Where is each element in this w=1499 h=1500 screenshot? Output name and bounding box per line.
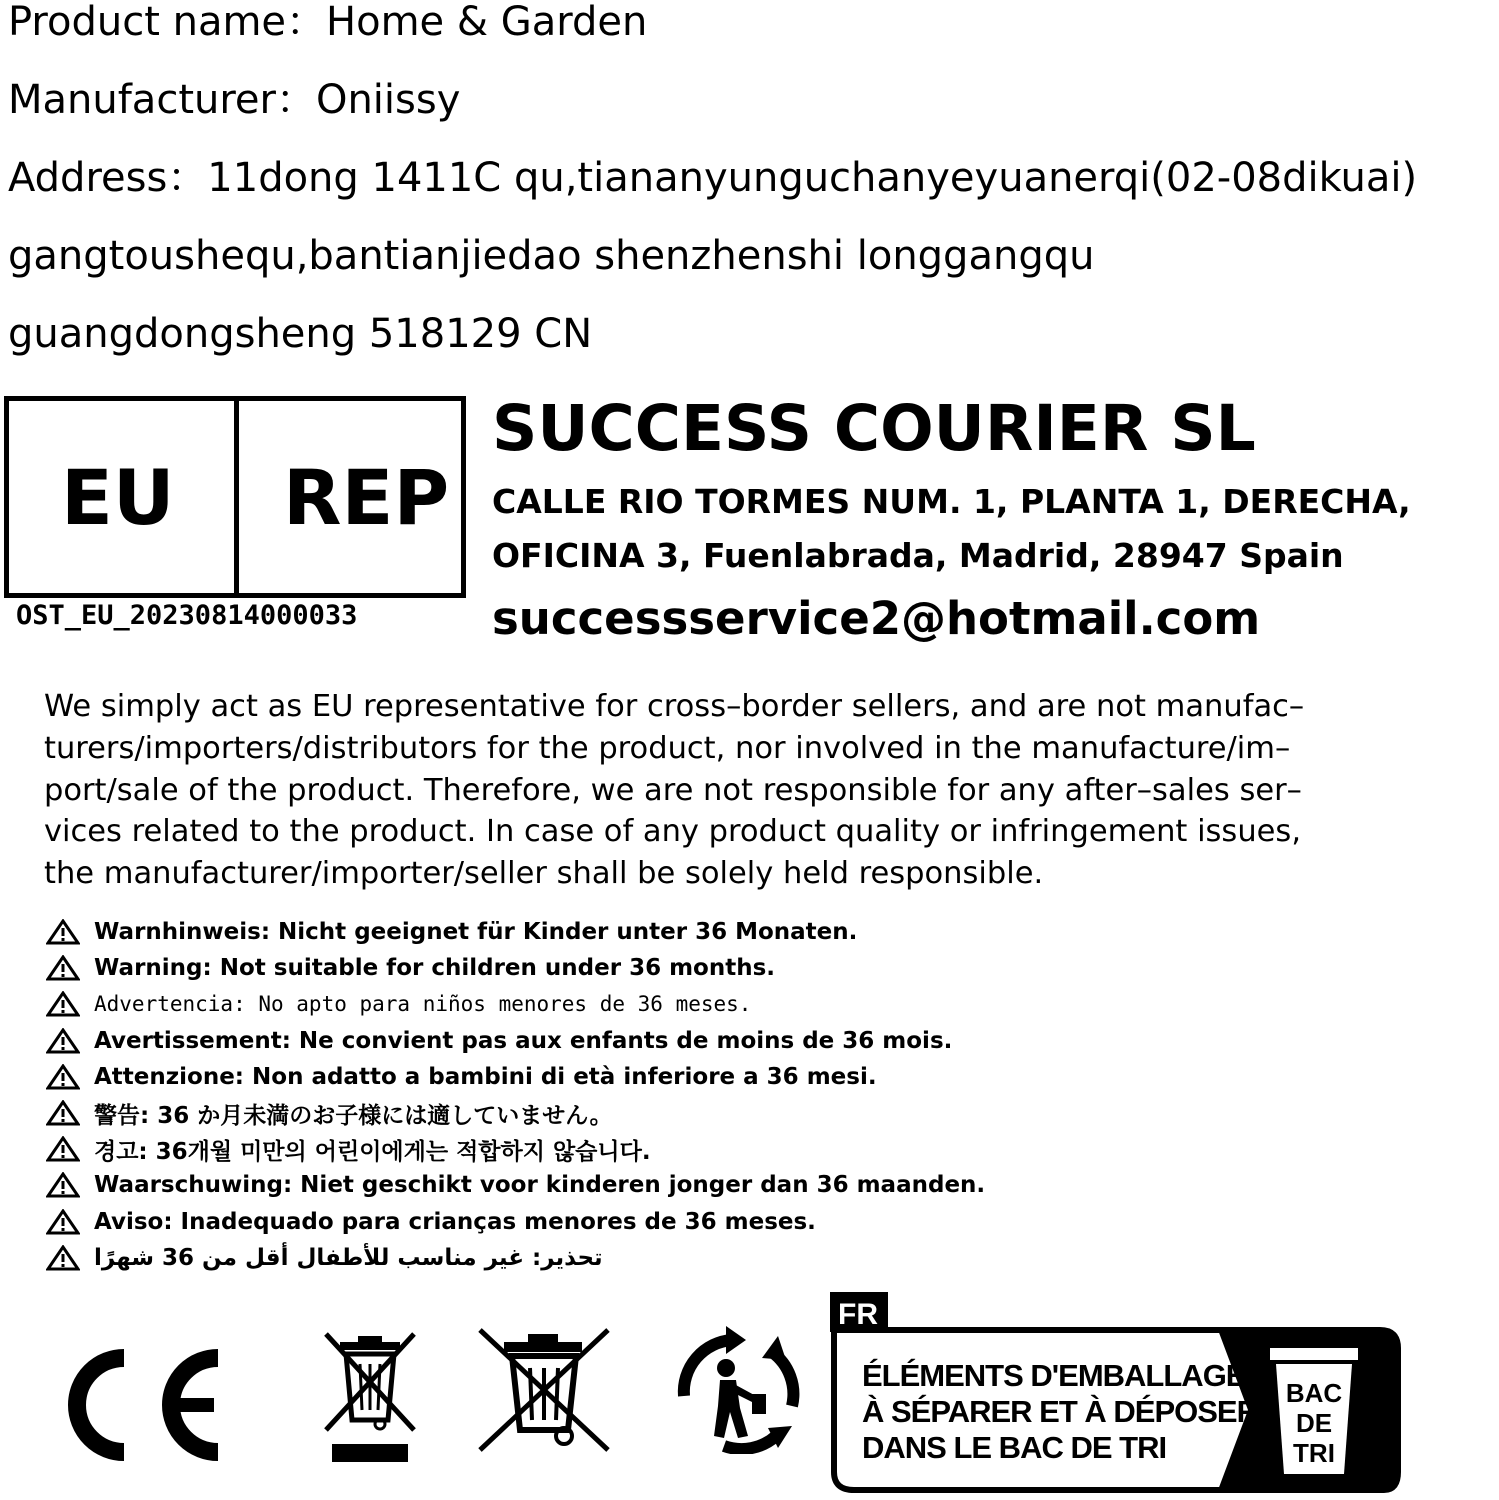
disclaimer-line: We simply act as EU representative for cross–border sellers, and are not manufac– xyxy=(44,689,1305,724)
eu-rep-box xyxy=(4,396,466,598)
warning-text: Warning: Not suitable for children under 36 months. xyxy=(94,955,776,982)
bin-label: DE xyxy=(1295,1408,1333,1438)
warning-item xyxy=(46,986,1296,1022)
bin-label: TRI xyxy=(1293,1438,1335,1468)
eu-rep-divider xyxy=(234,401,239,593)
warning-icon xyxy=(46,1064,80,1090)
warning-icon xyxy=(46,991,80,1017)
disclaimer-line: port/sale of the product. Therefore, we are not responsible for any after–sales ser– xyxy=(44,772,1302,808)
triman-country: FR xyxy=(838,1298,878,1331)
bin-label: BAC xyxy=(1285,1378,1343,1408)
warning-icon xyxy=(46,955,80,981)
warning-item xyxy=(46,914,1296,950)
warning-item xyxy=(46,1131,1296,1167)
warning-text: Warnhinweis: Nicht geeignet für Kinder unter 36 Monaten. xyxy=(94,919,858,946)
warning-text: Attenzione: Non adatto a bambini di età inferiore a 36 mesi. xyxy=(94,1063,877,1090)
warning-item xyxy=(46,950,1296,986)
triman-text-line: À SÉPARER ET À DÉPOSER xyxy=(862,1394,1259,1429)
triman-text-line: ÉLÉMENTS D'EMBALLAGE xyxy=(862,1358,1246,1393)
manufacturer: Manufacturer：Oniissy xyxy=(8,77,461,123)
warning-text: تحذير: غير مناسب للأطفال أقل من 36 شهرًا xyxy=(94,1244,603,1271)
weee-bin-icon xyxy=(476,1326,612,1454)
rep-label: REP xyxy=(283,453,450,542)
disclaimer-line: turers/importers/distributors for the product, nor involved in the manufacture/im– xyxy=(44,730,1291,766)
ce-mark-icon xyxy=(62,1348,226,1462)
warning-item xyxy=(46,1240,1296,1276)
warning-item xyxy=(46,1204,1296,1240)
warning-icon xyxy=(46,1028,80,1054)
warning-text: Waarschuwing: Niet geschikt voor kinderen jonger dan 36 maanden. xyxy=(94,1172,986,1199)
triman-icon xyxy=(668,1326,812,1454)
address-line-1: Address：11dong 1411C qu,tiananyunguchanyeyuanerqi(02-08dikuai) xyxy=(8,155,1418,201)
warning-item xyxy=(46,1167,1296,1203)
warning-list xyxy=(46,914,1296,1276)
warning-text: 警告: 36 か月未満のお子様には適していません。 xyxy=(94,1102,613,1129)
courier-address-line-2: OFICINA 3, Fuenlabrada, Madrid, 28947 Spain xyxy=(492,536,1344,575)
disclaimer-line: vices related to the product. In case of any product quality or infringement issues, xyxy=(44,814,1302,850)
eu-rep-id: OST_EU_20230814000033 xyxy=(16,600,358,631)
warning-icon xyxy=(46,919,80,945)
warning-text: 경고: 36개월 미만의 어린이에게는 적합하지 않습니다. xyxy=(94,1138,651,1165)
warning-icon xyxy=(46,1172,80,1198)
address-line-2: gangtoushequ,bantianjiedao shenzhenshi longgangqu xyxy=(8,233,1095,279)
triman-text-line: DANS LE BAC DE TRI xyxy=(862,1430,1167,1465)
weee-bin-bar-icon xyxy=(322,1330,418,1462)
warning-icon xyxy=(46,1245,80,1271)
courier-address-line-1: CALLE RIO TORMES NUM. 1, PLANTA 1, DERECHA, xyxy=(492,482,1411,521)
eu-label: EU xyxy=(61,453,175,542)
product-name: Product name：Home & Garden xyxy=(8,0,648,45)
warning-item xyxy=(46,1023,1296,1059)
courier-company: SUCCESS COURIER SL xyxy=(492,392,1256,465)
warning-icon xyxy=(46,1209,80,1235)
disclaimer xyxy=(44,686,1484,895)
disclaimer-line: the manufacturer/importer/seller shall be solely held responsible. xyxy=(44,856,1044,892)
warning-text: Aviso: Inadequado para crianças menores de 36 meses. xyxy=(94,1208,816,1235)
warning-text: Advertencia: No apto para niños menores de 36 meses. xyxy=(94,992,752,1017)
bac-de-tri-panel xyxy=(828,1290,1402,1494)
address-line-3: guangdongsheng 518129 CN xyxy=(8,311,593,357)
warning-icon xyxy=(46,1100,80,1126)
courier-email: successservice2@hotmail.com xyxy=(492,592,1261,645)
warning-item xyxy=(46,1059,1296,1095)
warning-item xyxy=(46,1095,1296,1131)
warning-text: Avertissement: Ne convient pas aux enfants de moins de 36 mois. xyxy=(94,1027,953,1054)
bac-de-tri-bin-icon xyxy=(1270,1348,1358,1474)
warning-icon xyxy=(46,1136,80,1162)
